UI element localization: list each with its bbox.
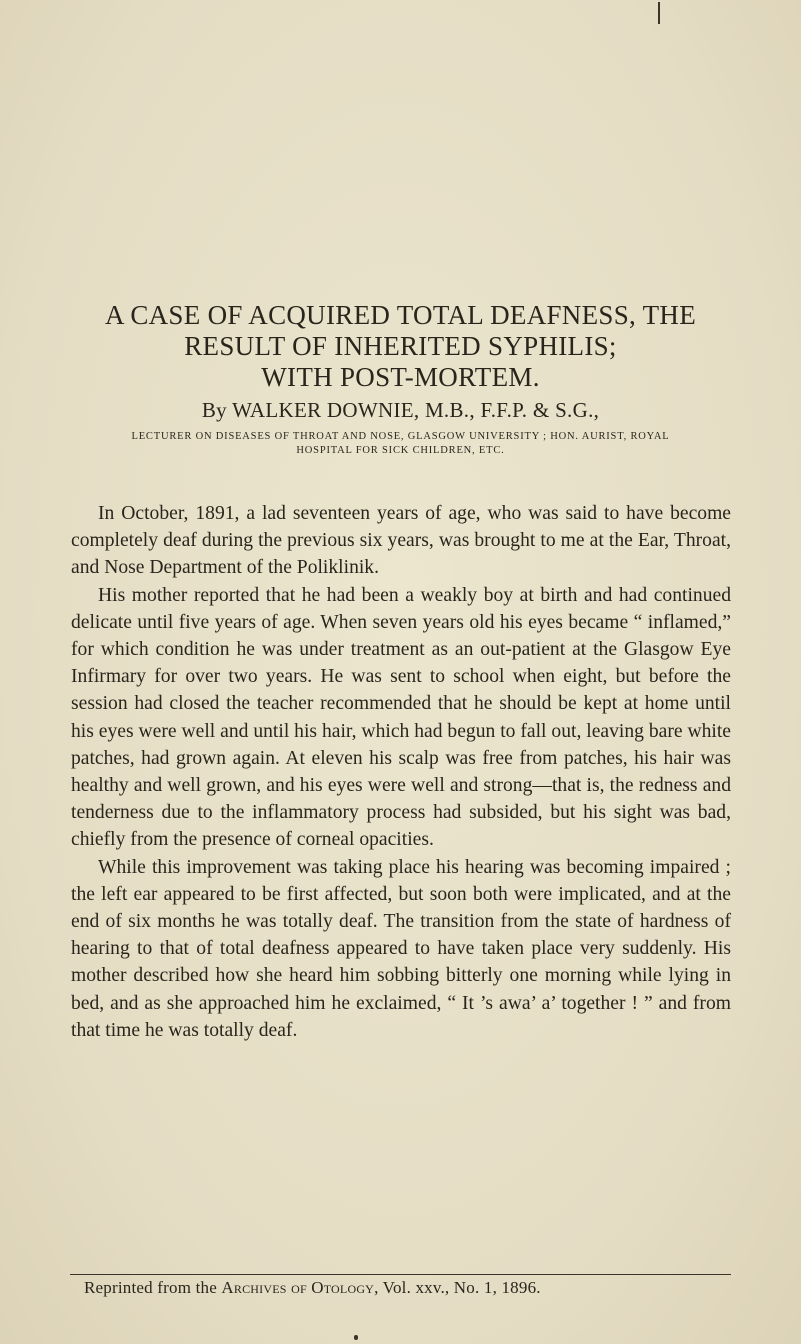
- title-line-1: A CASE OF ACQUIRED TOTAL DEAFNESS, THE: [104, 300, 697, 330]
- affiliation-line-1: LECTURER ON DISEASES OF THROAT AND NOSE, GLASGOW UNIVERSITY ; HON. AURIST, ROYAL: [131, 431, 670, 442]
- title-line-3: WITH POST-MORTEM.: [261, 362, 540, 392]
- author-byline: By WALKER DOWNIE, M.B., F.F.P. & S.G.,: [201, 398, 600, 422]
- footnote-suffix: , Vol. xxv., No. 1, 1896.: [374, 1278, 541, 1297]
- article-body: [71, 500, 731, 1044]
- paragraph-3: While this improvement was taking place his hearing was becoming impaired ; the left ear appeared to be first affected, but soon both were implicated, and at the end of six months he was totally deaf. The transition from the state of hardness of hearing to that of total deafness appeared to have taken place very suddenly. His mother described how she heard him sobbing bitterly one morning while lying in bed, and as she approached him he exclaimed, “ It ’s awa’ a’ together ! ” and from that time he was totally deaf.: [71, 856, 731, 1041]
- margin-mark: [658, 2, 660, 24]
- paragraph-1: In October, 1891, a lad seventeen years of age, who was said to have become completely deaf during the previous six years, was brought to me at the Ear, Throat, and Nose Department of the Poliklinik.: [71, 503, 731, 579]
- affiliation-line-2: HOSPITAL FOR SICK CHILDREN, ETC.: [296, 445, 505, 456]
- title-line-2: RESULT OF INHERITED SYPHILIS;: [184, 331, 617, 361]
- reprint-footnote: [84, 1278, 744, 1298]
- footnote-journal: Archives of Otology: [221, 1278, 375, 1297]
- page-speck: [354, 1335, 358, 1340]
- footnote-prefix: Reprinted from the: [84, 1278, 217, 1297]
- author-affiliation: [50, 430, 751, 458]
- paragraph-2: His mother reported that he had been a weakly boy at birth and had continued delicate until five years of age. When seven years old his eyes became “ inflamed,” for which condition he was under treatment as an out-patient at the Glasgow Eye Infirmary for over two years. He was sent to school when eight, but before the session had closed the teacher recommended that he should be kept at home until his eyes were well and until his hair, which had begun to fall out, leaving bare white patches, had grown again. At eleven his scalp was free from patches, his hair was healthy and well grown, and his eyes were well and strong—that is, the redness and tenderness due to the inflammatory process had subsided, but his sight was bad, chiefly from the presence of corneal opacities.: [71, 584, 731, 851]
- footnote-divider: [70, 1274, 731, 1275]
